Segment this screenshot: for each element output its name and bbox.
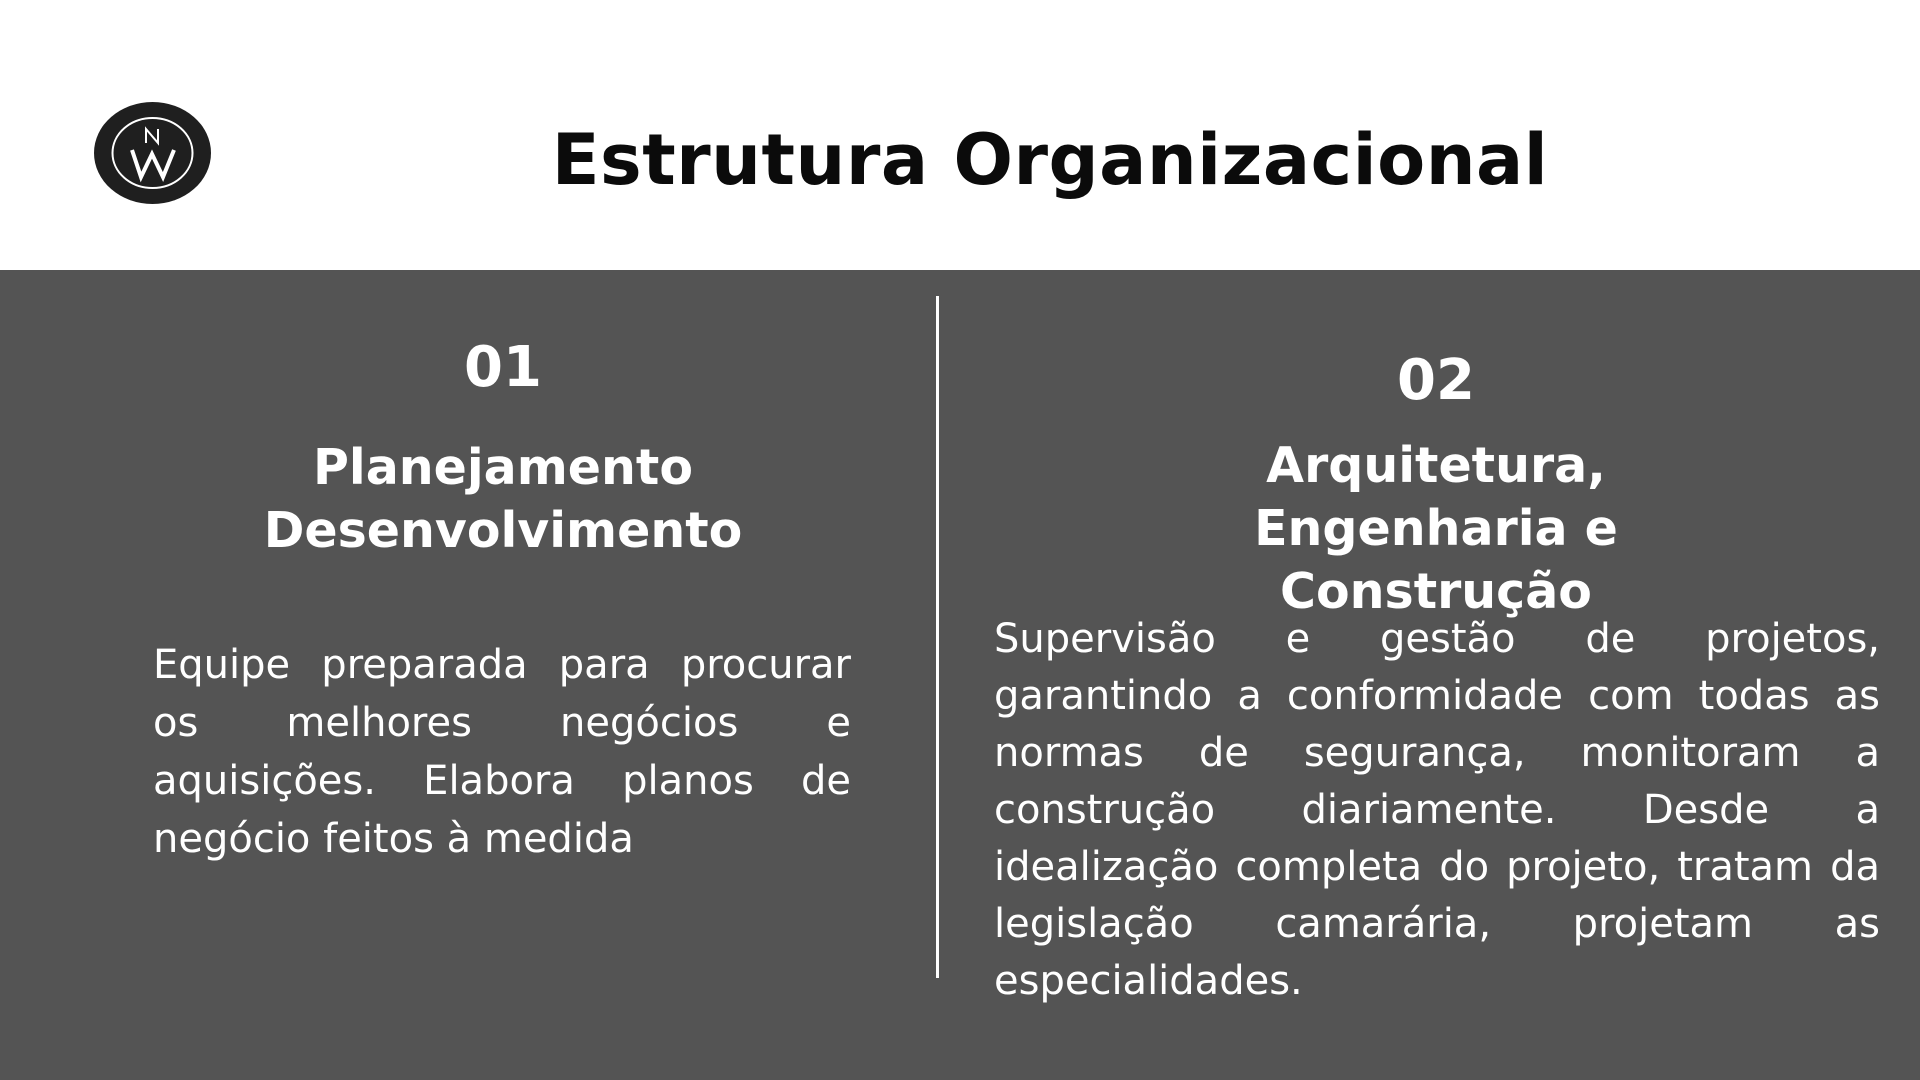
column-number: 02 [1397, 348, 1475, 413]
column-heading-line: Arquitetura, [1266, 437, 1606, 494]
column-heading [160, 436, 846, 562]
column-heading-line: Desenvolvimento [263, 502, 743, 559]
column-heading-line: Construção [1280, 563, 1592, 620]
column-description: Supervisão e gestão de projetos, garantindo a conformidade com todas as normas de segurança, monitoram a construção diariamente. Desde a idealização completa do projeto, tratam da legislação camarária, projetam as especialidades. [994, 616, 1880, 1004]
column-number: 01 [464, 335, 542, 400]
column-heading [1130, 434, 1742, 623]
column-heading-line: Planejamento [312, 439, 693, 496]
column-description: Equipe preparada para procurar os melhores negócios e aquisições. Elabora planos de negócio feitos à medida [153, 642, 851, 862]
header [0, 0, 1920, 270]
nw-logo-icon [94, 102, 211, 204]
page-title: Estrutura Organizacional [551, 119, 1549, 201]
nw-logo [94, 102, 211, 204]
column-divider [936, 296, 939, 978]
column-heading-line: Engenharia e [1254, 500, 1618, 557]
